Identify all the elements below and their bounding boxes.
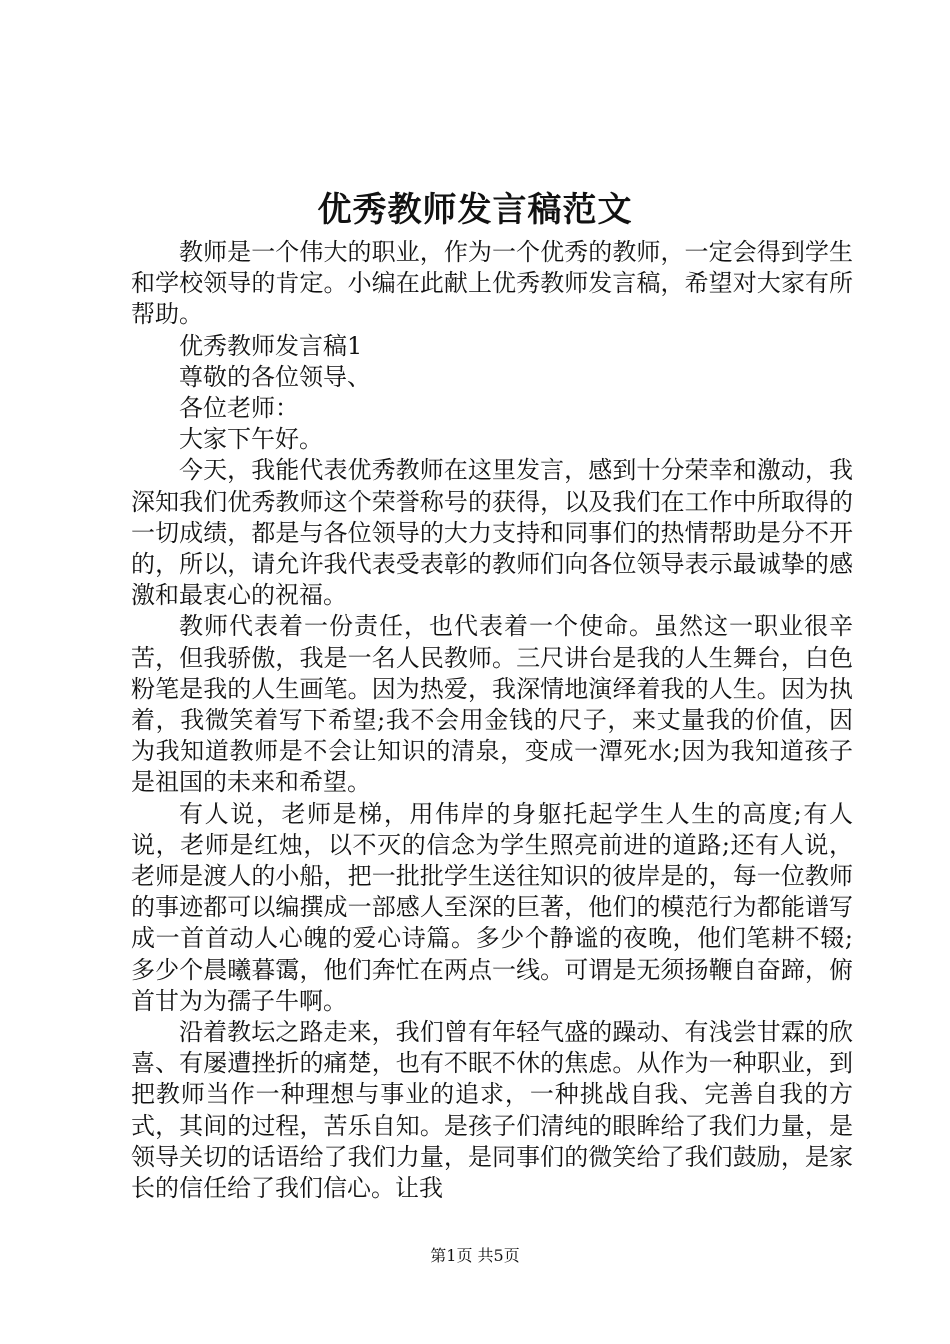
paragraph-body: 今天，我能代表优秀教师在这里发言，感到十分荣幸和激动，我深知我们优秀教师这个荣誉称号的获得，以及我们在工作中所取得的一切成绩，都是与各位领导的大力支持和同事们的热情帮助是分不开的，所以，请允许我代表受表彰的教师们向各位领导表示最诚挚的感激和最衷心的祝福。 xyxy=(131,456,853,610)
paragraph-salutation-teachers: 各位老师： xyxy=(179,394,299,423)
document-body xyxy=(131,237,853,1204)
paragraph-salutation: 尊敬的各位领导、 xyxy=(179,362,371,391)
paragraph-intro: 教师是一个伟大的职业，作为一个优秀的教师，一定会得到学生和学校领导的肯定。小编在此献上优秀教师发言稿，希望对大家有所帮助。 xyxy=(131,238,853,329)
paragraph-body: 沿着教坛之路走来，我们曾有年轻气盛的躁动、有浅尝甘霖的欣喜、有屡遭挫折的痛楚，也有不眠不休的焦虑。从作为一种职业，到把教师当作一种理想与事业的追求，一种挑战自我、完善自我的方式，其间的过程，苦乐自知。是孩子们清纯的眼眸给了我们力量，是领导关切的话语给了我们力量，是同事们的微笑给了我们鼓励，是家长的信任给了我们信心。让我 xyxy=(131,1018,853,1203)
paragraph-body: 有人说，老师是梯，用伟岸的身躯托起学生人生的高度;有人说，老师是红烛，以不灭的信念为学生照亮前进的道路;还有人说，老师是渡人的小船，把一批批学生送往知识的彼岸是的，每一位教师的事迹都可以编撰成一部感人至深的巨著，他们的模范行为都能谱写成一首首动人心魄的爱心诗篇。多少个静谧的夜晚，他们笔耕不辍;多少个晨曦暮霭，他们奔忙在两点一线。可谓是无须扬鞭自奋蹄，俯首甘为为孺子牛啊。 xyxy=(131,799,853,1015)
paragraph-heading: 优秀教师发言稿1 xyxy=(179,331,363,360)
document-title: 优秀教师发言稿范文 xyxy=(317,190,633,230)
paragraph-greeting: 大家下午好。 xyxy=(179,425,323,454)
paragraph-body: 教师代表着一份责任，也代表着一个使命。虽然这一职业很辛苦，但我骄傲，我是一名人民教师。三尺讲台是我的人生舞台，白色粉笔是我的人生画笔。因为热爱，我深情地演绎着我的人生。因为执着，我微笑着写下希望;我不会用金钱的尺子，来丈量我的价值，因为我知道教师是不会让知识的清泉，变成一潭死水;因为我知道孩子是祖国的未来和希望。 xyxy=(131,612,853,797)
page-number-footer: 第1页 共5页 xyxy=(430,1246,520,1265)
